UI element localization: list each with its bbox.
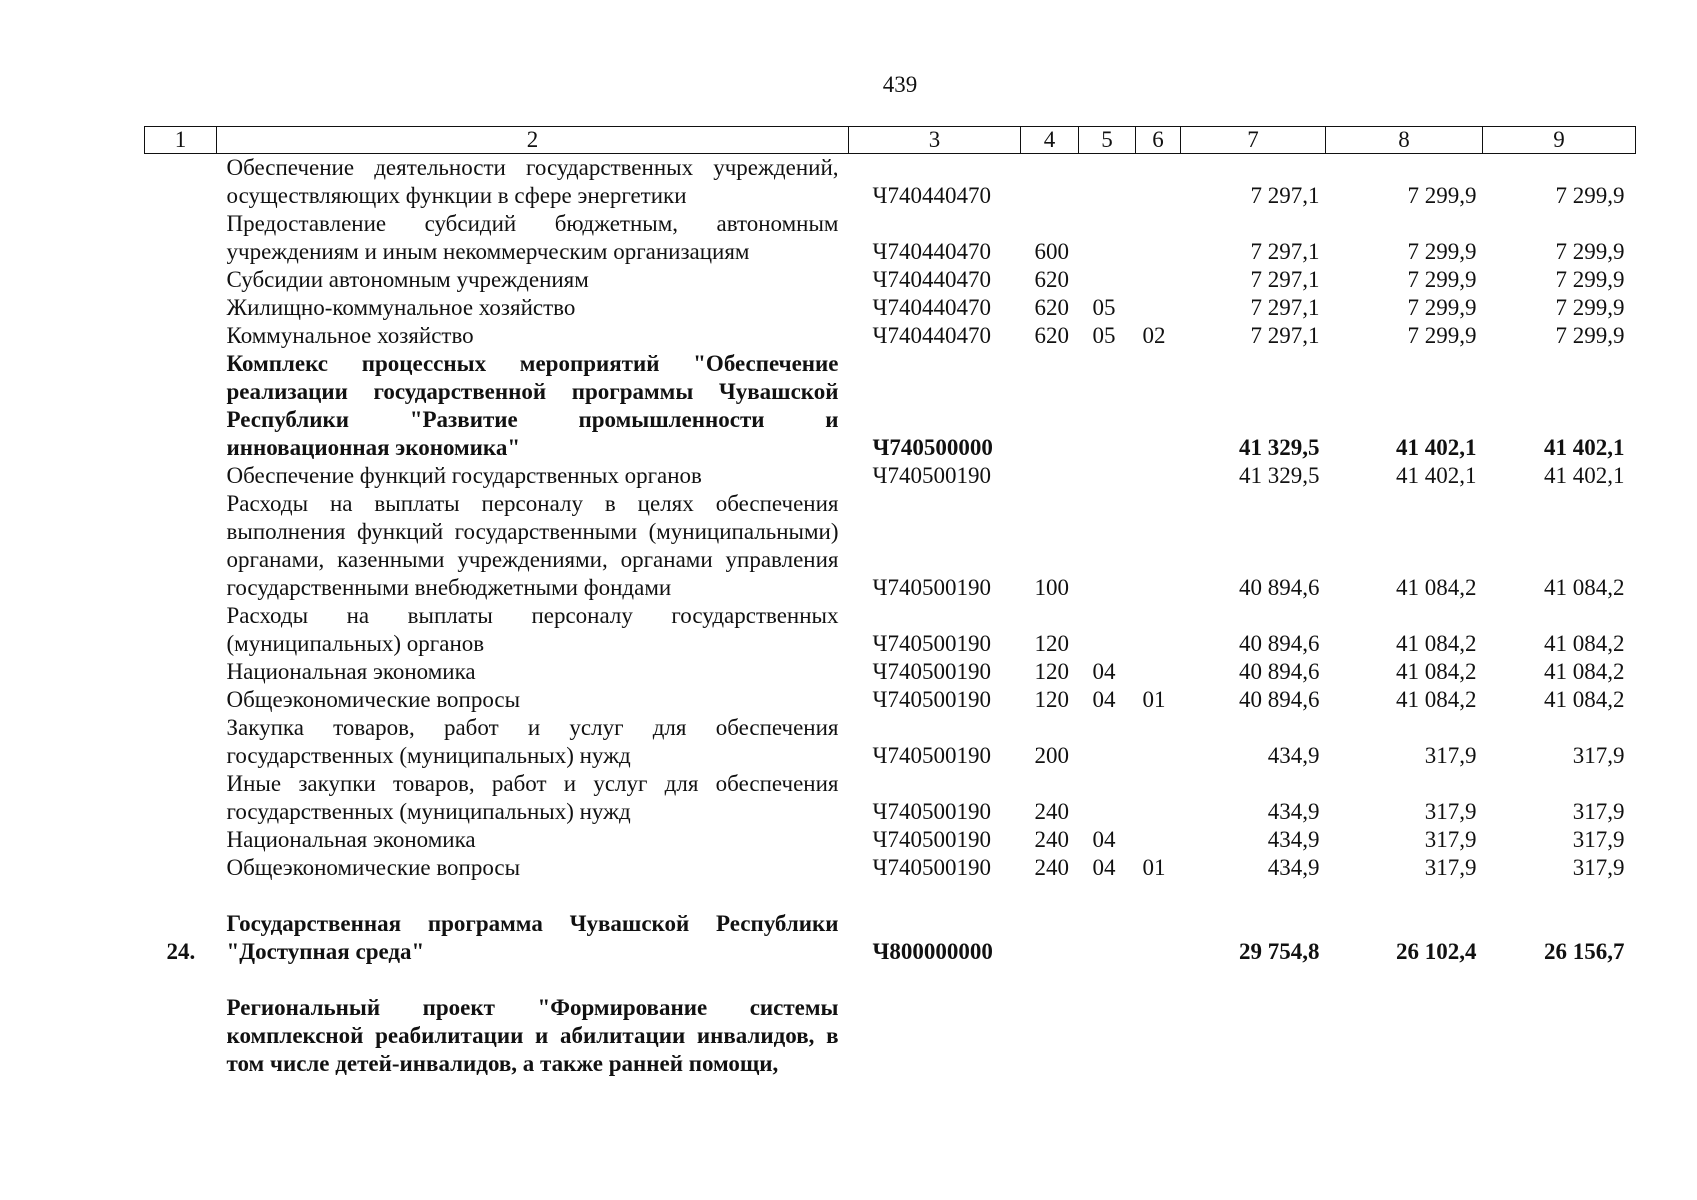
row-number-cell <box>145 826 217 854</box>
expense-type-cell: 100 <box>1034 575 1069 600</box>
table-row <box>145 490 1636 602</box>
table-row <box>145 910 1636 966</box>
amount-col9-cell: 317,9 <box>1572 855 1625 880</box>
description-cell: Государственная программа Чувашской Республики "Доступная среда" <box>226 911 839 964</box>
table-row <box>145 210 1636 266</box>
expense-type-cell <box>1021 910 1079 966</box>
subsection-cell <box>1136 994 1181 1078</box>
budget-table <box>144 126 1636 1078</box>
amount-col9-cell: 7 299,9 <box>1555 295 1625 320</box>
description-cell: Субсидии автономным учреждениям <box>226 267 589 292</box>
table-row <box>145 266 1636 294</box>
amount-col7-cell: 7 297,1 <box>1250 183 1320 208</box>
row-number-cell <box>145 322 217 350</box>
subsection-cell <box>1136 154 1181 211</box>
expense-type-cell: 120 <box>1034 659 1069 684</box>
section-cell <box>1079 350 1136 462</box>
amount-col8-cell: 41 084,2 <box>1396 631 1477 656</box>
column-header: 7 <box>1181 127 1326 154</box>
amount-col9-cell: 317,9 <box>1572 743 1625 768</box>
description-cell: Общеэкономические вопросы <box>226 855 521 880</box>
amount-col7-cell: 29 754,8 <box>1239 939 1320 964</box>
amount-col8-cell: 7 299,9 <box>1407 183 1477 208</box>
subsection-cell <box>1136 490 1181 602</box>
table-row <box>145 322 1636 350</box>
amount-col8-cell: 317,9 <box>1424 743 1477 768</box>
amount-col8-cell: 41 402,1 <box>1396 463 1477 488</box>
amount-col8-cell: 7 299,9 <box>1407 239 1477 264</box>
amount-col7-cell: 7 297,1 <box>1250 295 1320 320</box>
amount-col7-cell: 41 329,5 <box>1239 463 1320 488</box>
amount-col7-cell: 40 894,6 <box>1239 575 1320 600</box>
section-cell: 05 <box>1092 295 1116 320</box>
section-cell: 04 <box>1092 855 1116 880</box>
row-number-cell <box>145 210 217 266</box>
row-spacer <box>145 882 1636 910</box>
amount-col7-cell: 434,9 <box>1267 799 1320 824</box>
expense-type-cell: 240 <box>1034 799 1069 824</box>
amount-col7-cell: 434,9 <box>1267 855 1320 880</box>
row-number-cell <box>145 770 217 826</box>
target-code-cell: Ч740440470 <box>872 239 991 264</box>
spacer-cell <box>145 882 1636 910</box>
expense-type-cell: 120 <box>1034 687 1069 712</box>
subsection-cell <box>1136 266 1181 294</box>
amount-col9-cell: 41 084,2 <box>1544 687 1625 712</box>
subsection-cell <box>1136 462 1181 490</box>
column-header: 4 <box>1021 127 1079 154</box>
amount-col8-cell <box>1326 994 1483 1078</box>
target-code-cell: Ч740440470 <box>872 183 991 208</box>
amount-col7-cell: 7 297,1 <box>1250 267 1320 292</box>
expense-type-cell: 240 <box>1034 855 1069 880</box>
row-number-cell <box>145 994 217 1078</box>
amount-col7-cell: 434,9 <box>1267 743 1320 768</box>
column-number-header-row <box>145 127 1636 154</box>
target-code-cell: Ч740440470 <box>872 267 991 292</box>
target-code-cell: Ч800000000 <box>872 939 993 964</box>
row-number-cell <box>145 854 217 882</box>
section-cell <box>1079 602 1136 658</box>
column-header: 2 <box>217 127 849 154</box>
amount-col8-cell: 41 084,2 <box>1396 575 1477 600</box>
expense-type-cell: 620 <box>1034 323 1069 348</box>
amount-col9-cell: 7 299,9 <box>1555 267 1625 292</box>
expense-type-cell: 120 <box>1034 631 1069 656</box>
section-cell: 04 <box>1092 687 1116 712</box>
amount-col9-cell <box>1483 994 1636 1078</box>
subsection-cell <box>1136 826 1181 854</box>
table-row <box>145 826 1636 854</box>
description-cell: Иные закупки товаров, работ и услуг для обеспечения государственных (муниципальных) нужд <box>226 771 839 824</box>
amount-col7-cell: 40 894,6 <box>1239 687 1320 712</box>
target-code-cell: Ч740500190 <box>872 855 991 880</box>
amount-col9-cell: 7 299,9 <box>1555 323 1625 348</box>
spacer-cell <box>145 966 1636 994</box>
expense-type-cell <box>1021 462 1079 490</box>
subsection-cell: 02 <box>1142 323 1166 348</box>
amount-col7-cell: 40 894,6 <box>1239 659 1320 684</box>
subsection-cell <box>1136 658 1181 686</box>
section-cell: 04 <box>1092 659 1116 684</box>
table-row <box>145 602 1636 658</box>
amount-col9-cell: 7 299,9 <box>1555 183 1625 208</box>
target-code-cell: Ч740500190 <box>872 743 991 768</box>
description-cell: Коммунальное хозяйство <box>226 323 474 348</box>
section-cell: 05 <box>1092 323 1116 348</box>
column-header: 3 <box>849 127 1021 154</box>
description-cell: Предоставление субсидий бюджетным, автономным учреждениям и иным некоммерческим организациям <box>226 211 839 264</box>
amount-col7-cell: 7 297,1 <box>1250 323 1320 348</box>
amount-col8-cell: 7 299,9 <box>1407 295 1477 320</box>
description-cell: Обеспечение деятельности государственных учреждений, осуществляющих функции в сфере энергетики <box>226 155 839 208</box>
section-cell <box>1079 770 1136 826</box>
target-code-cell: Ч740500190 <box>872 827 991 852</box>
row-number-cell <box>145 686 217 714</box>
section-cell <box>1079 490 1136 602</box>
amount-col8-cell: 317,9 <box>1424 827 1477 852</box>
row-number-cell <box>145 602 217 658</box>
subsection-cell <box>1136 350 1181 462</box>
amount-col7-cell <box>1181 994 1326 1078</box>
table-row <box>145 350 1636 462</box>
row-number-cell <box>145 266 217 294</box>
amount-col8-cell: 317,9 <box>1424 855 1477 880</box>
description-cell: Обеспечение функций государственных органов <box>226 463 702 488</box>
amount-col9-cell: 7 299,9 <box>1555 239 1625 264</box>
table-row <box>145 770 1636 826</box>
subsection-cell <box>1136 770 1181 826</box>
subsection-cell <box>1136 714 1181 770</box>
amount-col9-cell: 26 156,7 <box>1544 939 1625 964</box>
row-number-cell: 24. <box>166 939 196 964</box>
expense-type-cell: 600 <box>1034 239 1069 264</box>
amount-col9-cell: 317,9 <box>1572 827 1625 852</box>
target-code-cell: Ч740500190 <box>872 687 991 712</box>
section-cell: 04 <box>1092 827 1116 852</box>
table-row <box>145 154 1636 211</box>
description-cell: Жилищно-коммунальное хозяйство <box>226 295 576 320</box>
column-header: 8 <box>1326 127 1483 154</box>
amount-col8-cell: 41 084,2 <box>1396 659 1477 684</box>
row-spacer <box>145 966 1636 994</box>
amount-col8-cell: 41 084,2 <box>1396 687 1477 712</box>
row-number-cell <box>145 490 217 602</box>
description-cell: Региональный проект "Формирование системы комплексной реабилитации и абилитации инвалидов, в том числе детей-инвалидов, а также ранней помощи, <box>226 995 839 1076</box>
table-row <box>145 294 1636 322</box>
target-code-cell: Ч740500190 <box>872 659 991 684</box>
table-row <box>145 714 1636 770</box>
target-code-cell: Ч740500190 <box>872 799 991 824</box>
target-code-cell: Ч740500190 <box>872 631 991 656</box>
row-number-cell <box>145 154 217 211</box>
section-cell <box>1079 714 1136 770</box>
amount-col8-cell: 26 102,4 <box>1396 939 1477 964</box>
amount-col8-cell: 317,9 <box>1424 799 1477 824</box>
amount-col9-cell: 317,9 <box>1572 799 1625 824</box>
section-cell <box>1079 994 1136 1078</box>
target-code-cell: Ч740440470 <box>872 295 991 320</box>
expense-type-cell: 620 <box>1034 267 1069 292</box>
table-row <box>145 462 1636 490</box>
column-header: 1 <box>145 127 217 154</box>
subsection-cell <box>1136 210 1181 266</box>
amount-col7-cell: 41 329,5 <box>1239 435 1320 460</box>
target-code-cell <box>849 994 1021 1078</box>
row-number-cell <box>145 658 217 686</box>
description-cell: Комплекс процессных мероприятий "Обеспечение реализации государственной программы Чувашской Республики "Развитие промышленности и инновационная экономика" <box>226 351 839 460</box>
column-header: 5 <box>1079 127 1136 154</box>
description-cell: Национальная экономика <box>226 827 476 852</box>
table-row <box>145 994 1636 1078</box>
amount-col9-cell: 41 084,2 <box>1544 659 1625 684</box>
subsection-cell <box>1136 294 1181 322</box>
description-cell: Расходы на выплаты персоналу государственных (муниципальных) органов <box>226 603 839 656</box>
amount-col9-cell: 41 084,2 <box>1544 575 1625 600</box>
target-code-cell: Ч740500190 <box>872 575 991 600</box>
row-number-cell <box>145 714 217 770</box>
target-code-cell: Ч740500000 <box>872 435 993 460</box>
column-header: 9 <box>1483 127 1636 154</box>
row-number-cell <box>145 462 217 490</box>
table-row <box>145 658 1636 686</box>
section-cell <box>1079 910 1136 966</box>
amount-col8-cell: 7 299,9 <box>1407 267 1477 292</box>
row-number-cell <box>145 294 217 322</box>
amount-col9-cell: 41 084,2 <box>1544 631 1625 656</box>
page-number: 439 <box>882 72 918 97</box>
description-cell: Расходы на выплаты персоналу в целях обеспечения выполнения функций государственными (муниципальными) органами, казенными учреждениями, органами управления государственными внебюджетными фондами <box>226 491 839 600</box>
amount-col8-cell: 7 299,9 <box>1407 323 1477 348</box>
expense-type-cell <box>1021 350 1079 462</box>
target-code-cell: Ч740440470 <box>872 323 991 348</box>
expense-type-cell: 240 <box>1034 827 1069 852</box>
amount-col7-cell: 40 894,6 <box>1239 631 1320 656</box>
subsection-cell: 01 <box>1142 855 1166 880</box>
amount-col9-cell: 41 402,1 <box>1544 435 1625 460</box>
subsection-cell <box>1136 910 1181 966</box>
section-cell <box>1079 462 1136 490</box>
description-cell: Национальная экономика <box>226 659 476 684</box>
amount-col7-cell: 7 297,1 <box>1250 239 1320 264</box>
subsection-cell <box>1136 602 1181 658</box>
table-row <box>145 686 1636 714</box>
target-code-cell: Ч740500190 <box>872 463 991 488</box>
expense-type-cell: 620 <box>1034 295 1069 320</box>
section-cell <box>1079 154 1136 211</box>
expense-type-cell <box>1021 994 1079 1078</box>
amount-col9-cell: 41 402,1 <box>1544 463 1625 488</box>
row-number-cell <box>145 350 217 462</box>
amount-col7-cell: 434,9 <box>1267 827 1320 852</box>
column-header: 6 <box>1136 127 1181 154</box>
section-cell <box>1079 266 1136 294</box>
subsection-cell: 01 <box>1142 687 1166 712</box>
description-cell: Общеэкономические вопросы <box>226 687 521 712</box>
section-cell <box>1079 210 1136 266</box>
description-cell: Закупка товаров, работ и услуг для обеспечения государственных (муниципальных) нужд <box>226 715 839 768</box>
amount-col8-cell: 41 402,1 <box>1396 435 1477 460</box>
expense-type-cell: 200 <box>1034 743 1069 768</box>
expense-type-cell <box>1021 154 1079 211</box>
table-row <box>145 854 1636 882</box>
